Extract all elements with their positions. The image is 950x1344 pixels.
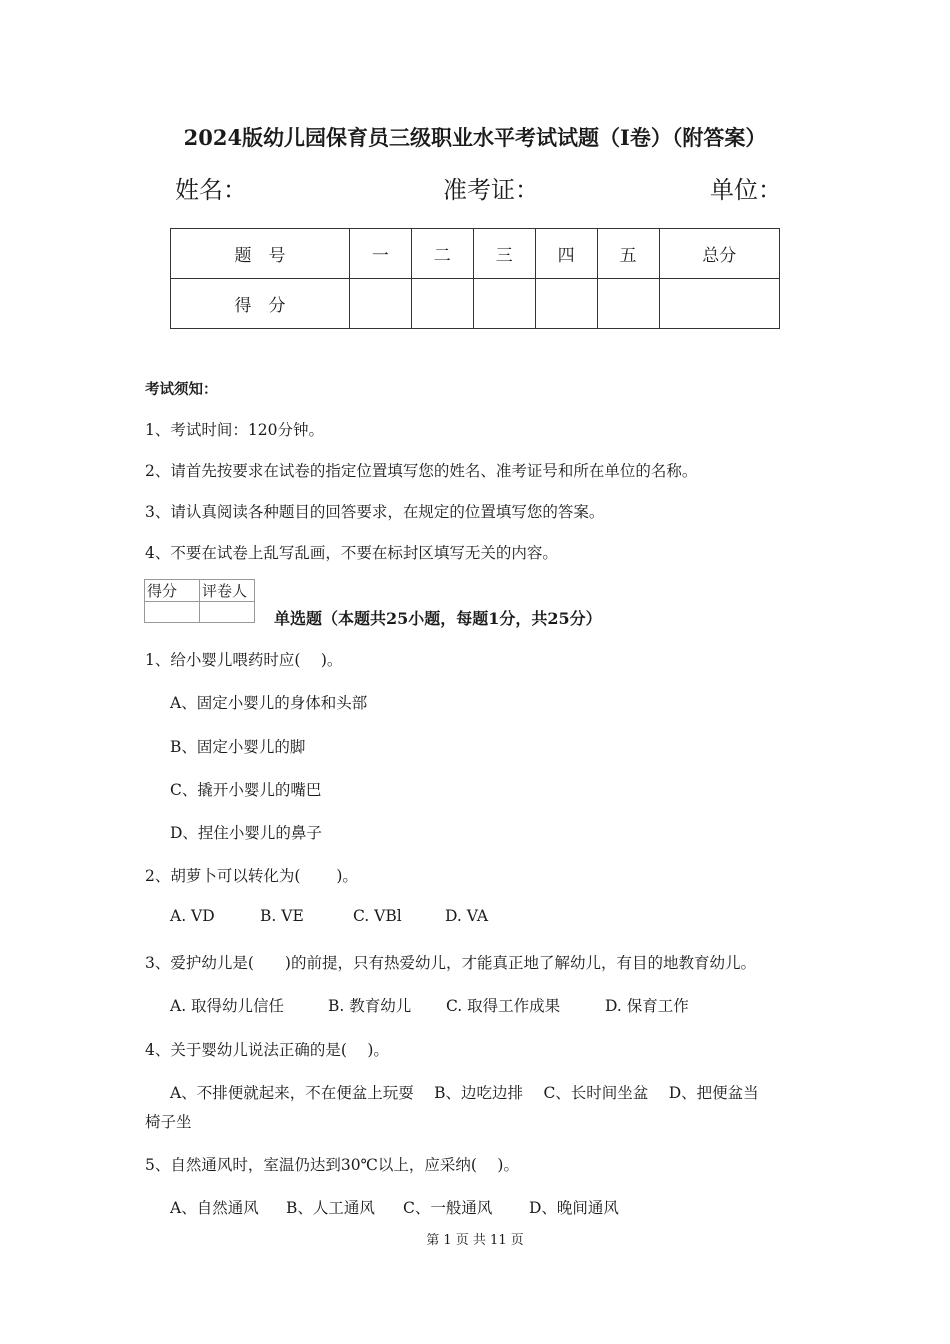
score-cell-empty bbox=[411, 279, 473, 329]
question-option: A、自然通风 bbox=[170, 1199, 259, 1217]
grader-box bbox=[144, 579, 255, 623]
question-option: A. 取得幼儿信任 bbox=[170, 997, 285, 1015]
question-stem: 4、关于婴幼儿说法正确的是( )。 bbox=[145, 1041, 389, 1059]
document-title: 2024版幼儿园保育员三级职业水平考试试题（I卷）（附答案） bbox=[183, 125, 767, 150]
score-table-cell: 四 bbox=[535, 229, 597, 279]
question-stem: 3、爱护幼儿是( )的前提，只有热爱幼儿，才能真正地了解幼儿，有目的地教育幼儿。 bbox=[145, 954, 756, 972]
score-cell-empty bbox=[597, 279, 659, 329]
unit-label: 单位： bbox=[710, 176, 782, 204]
grader-reviewer-label: 评卷人 bbox=[200, 580, 255, 602]
question-stem: 2、胡萝卜可以转化为( )。 bbox=[145, 867, 358, 885]
question-options-line: A、不排便就起来，不在便盆上玩耍 B、边吃边排 C、长时间坐盆 D、把便盆当 bbox=[170, 1084, 759, 1102]
grader-empty-cell bbox=[145, 602, 200, 623]
question-option: C. 取得工作成果 bbox=[446, 997, 561, 1015]
question-option: A、固定小婴儿的身体和头部 bbox=[170, 694, 368, 712]
score-table-cell: 三 bbox=[473, 229, 535, 279]
score-table-cell: 总分 bbox=[659, 229, 779, 279]
name-label: 姓名： bbox=[175, 176, 247, 204]
notice-item: 1、考试时间：120分钟。 bbox=[145, 421, 324, 439]
notice-item: 2、请首先按要求在试卷的指定位置填写您的姓名、准考证号和所在单位的名称。 bbox=[145, 462, 698, 480]
score-table-cell: 题 号 bbox=[171, 229, 350, 279]
notice-item: 3、请认真阅读各种题目的回答要求，在规定的位置填写您的答案。 bbox=[145, 503, 605, 521]
question-options-line: 椅子坐 bbox=[145, 1113, 192, 1131]
section-title: 单选题（本题共25小题，每题1分，共25分） bbox=[274, 609, 602, 628]
page-footer: 第 1 页 共 11 页 bbox=[426, 1233, 524, 1248]
question-option: D、捏住小婴儿的鼻子 bbox=[170, 824, 322, 842]
question-option: B、固定小婴儿的脚 bbox=[170, 738, 306, 756]
grader-score-label: 得分 bbox=[145, 580, 200, 602]
grader-empty-cell bbox=[200, 602, 255, 623]
score-table-cell: 五 bbox=[597, 229, 659, 279]
score-table-score-row bbox=[171, 279, 780, 329]
score-cell-empty bbox=[349, 279, 411, 329]
score-table-header-row bbox=[171, 229, 780, 279]
question-stem: 1、给小婴儿喂药时应( )。 bbox=[145, 651, 343, 669]
notice-title: 考试须知： bbox=[145, 381, 218, 398]
question-option: C. VBl bbox=[353, 907, 402, 925]
question-option: A. VD bbox=[170, 907, 215, 925]
score-table-cell: 一 bbox=[349, 229, 411, 279]
question-option: C、撬开小婴儿的嘴巴 bbox=[170, 781, 322, 799]
score-cell-empty bbox=[659, 279, 779, 329]
question-option: B. 教育幼儿 bbox=[328, 997, 412, 1015]
score-cell-empty bbox=[473, 279, 535, 329]
question-stem: 5、自然通风时，室温仍达到30℃以上，应采纳( )。 bbox=[145, 1156, 519, 1174]
question-option: C、一般通风 bbox=[403, 1199, 493, 1217]
question-option: B、人工通风 bbox=[286, 1199, 375, 1217]
exam-id-label: 准考证： bbox=[443, 176, 539, 204]
score-table-cell: 二 bbox=[411, 229, 473, 279]
question-option: D、晚间通风 bbox=[529, 1199, 619, 1217]
score-row-label: 得 分 bbox=[171, 279, 350, 329]
question-option: D. VA bbox=[445, 907, 489, 925]
notice-item: 4、不要在试卷上乱写乱画，不要在标封区填写无关的内容。 bbox=[145, 544, 558, 562]
score-cell-empty bbox=[535, 279, 597, 329]
score-table bbox=[170, 228, 780, 329]
question-option: D. 保育工作 bbox=[605, 997, 689, 1015]
question-option: B. VE bbox=[260, 907, 304, 925]
